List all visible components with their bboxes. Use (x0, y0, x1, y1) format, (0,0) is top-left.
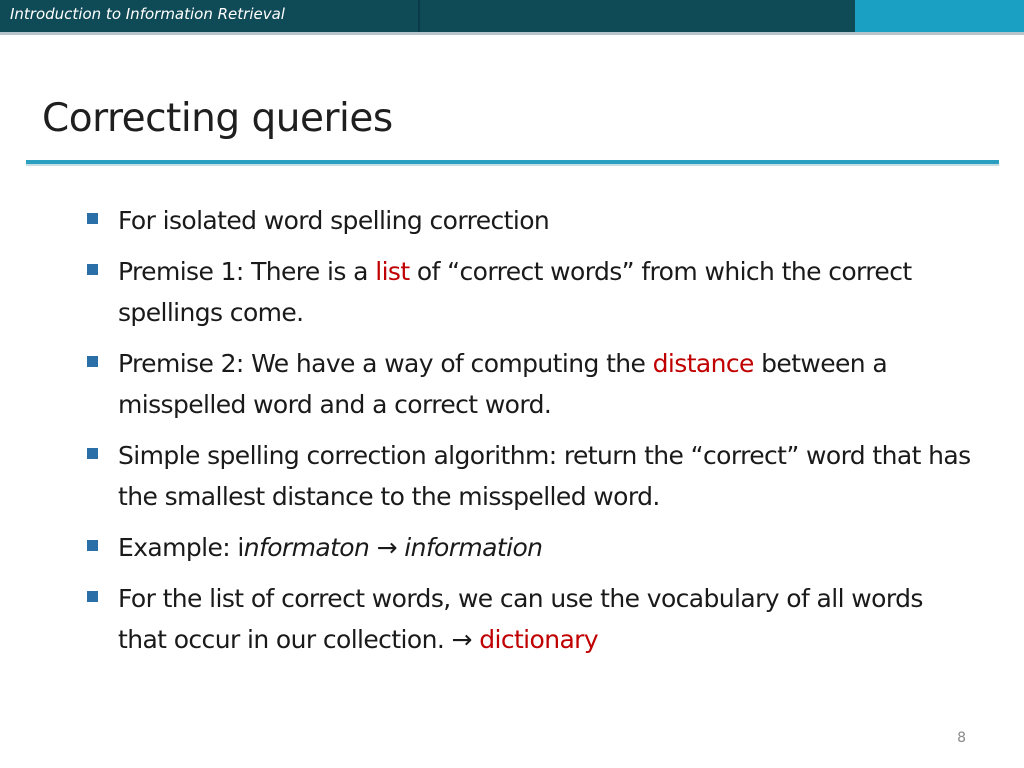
highlighted-term-list: list (375, 257, 410, 286)
header-bar-shadow (0, 32, 1024, 35)
highlighted-term-distance: distance (652, 349, 754, 378)
bullet-item-isolated-word (86, 200, 976, 241)
course-title: Introduction to Information Retrieval (10, 5, 285, 23)
example-misspelled-word: nformaton (243, 533, 370, 562)
bullet-text: For isolated word spelling correction (118, 206, 550, 235)
example-prefix: Example: i (118, 533, 244, 562)
title-underline-shade (26, 164, 999, 166)
bullet-item-vocabulary (86, 578, 976, 660)
example-corrected-word: information (404, 533, 543, 562)
bullet-text-start: Premise 2: We have a way of computing the (118, 349, 653, 378)
square-bullet-icon (87, 356, 98, 367)
bullet-item-example (86, 527, 976, 568)
bullet-text-end: between a misspelled word and a correct word. (118, 349, 888, 419)
square-bullet-icon (87, 591, 98, 602)
header-bar-middle-segment (418, 0, 855, 32)
slide-header-bar (0, 0, 1024, 32)
header-bar-accent-segment (855, 0, 1024, 32)
bullet-item-premise-1 (86, 251, 976, 333)
square-bullet-icon (87, 448, 98, 459)
square-bullet-icon (87, 540, 98, 551)
right-arrow-symbol: → (369, 533, 405, 562)
bullet-item-algorithm (86, 435, 976, 517)
bullet-text-start: Premise 1: There is a (118, 257, 376, 286)
slide-title: Correcting queries (42, 96, 393, 141)
bullet-text-end: of “correct words” from which the correct spellings come. (118, 257, 912, 327)
bullet-item-premise-2 (86, 343, 976, 425)
bullet-text-start: For the list of correct words, we can use the vocabulary of all words that occur in our collection. → (118, 584, 923, 654)
bullet-list (86, 200, 976, 670)
highlighted-term-dictionary: dictionary (479, 625, 599, 654)
square-bullet-icon (87, 264, 98, 275)
square-bullet-icon (87, 213, 98, 224)
bullet-text: Simple spelling correction algorithm: return the “correct” word that has the smallest distance to the misspelled word. (118, 441, 971, 511)
slide-page-number: 8 (957, 730, 966, 746)
